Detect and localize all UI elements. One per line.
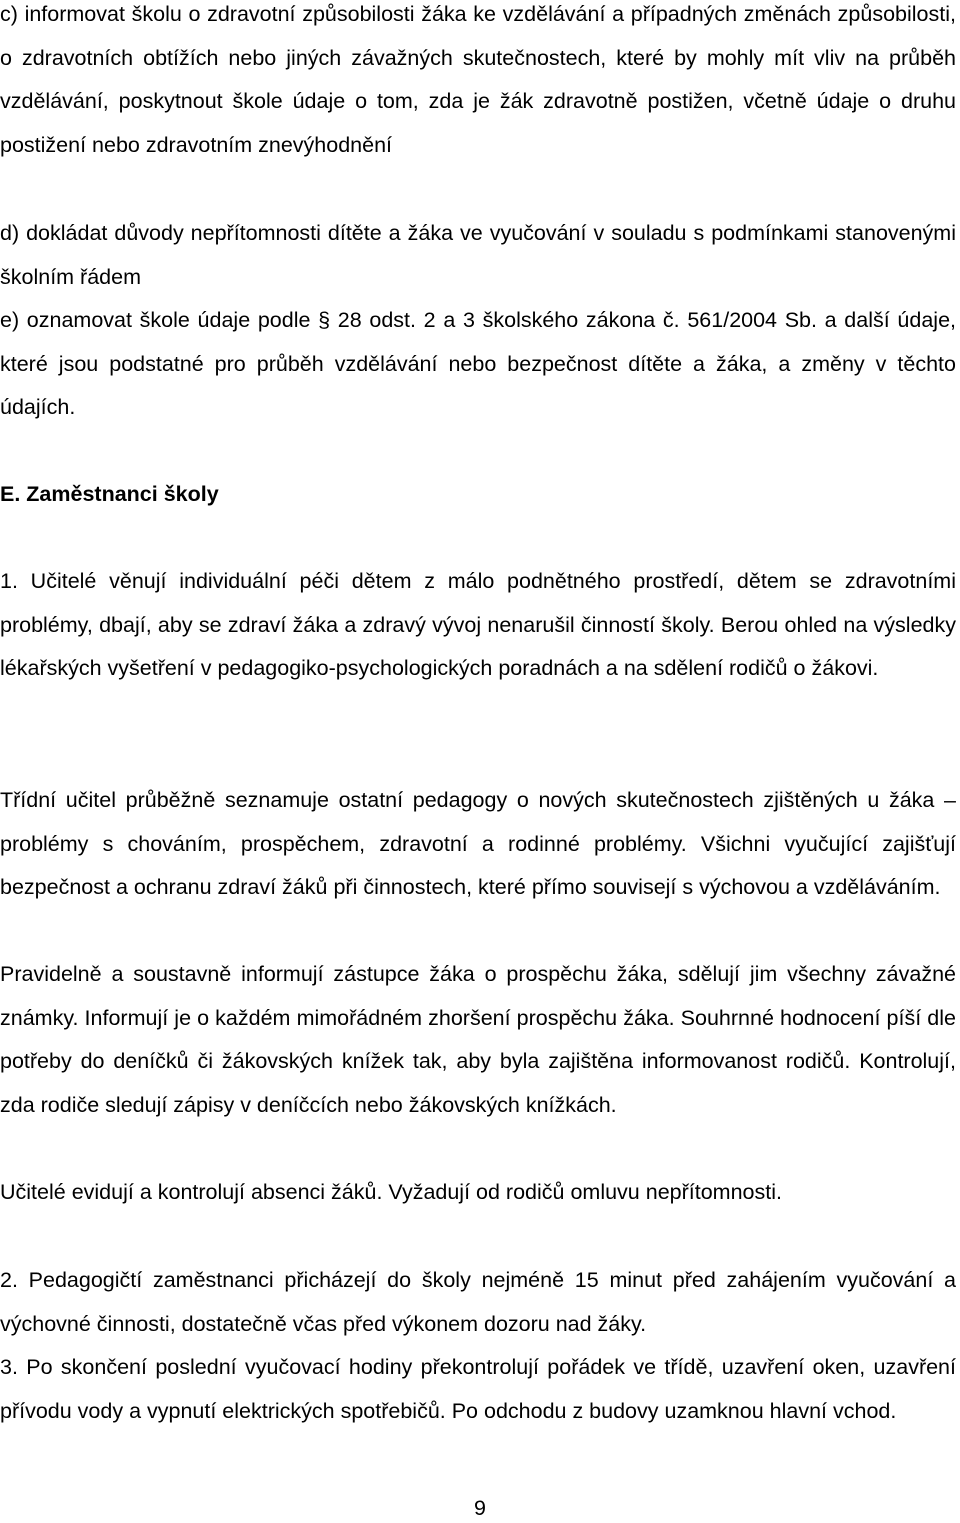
paragraph-d: d) dokládat důvody nepřítomnosti dítěte a žáka ve vyučování v souladu s podmínkami stanovenými školním řádem — [0, 221, 956, 289]
paragraph-absence: Učitelé evidují a kontrolují absenci žáků. Vyžadují od rodičů omluvu nepřítomnosti. — [0, 1180, 782, 1204]
paragraph-class-teacher: Třídní učitel průběžně seznamuje ostatní pedagogy o nových skutečnostech zjištěných u žáka – problémy s chováním, prospěchem, zdravotní a rodinné problémy. Všichni vyučující zajišťují bezpečnost a ochranu zdraví žáků při činnostech, které přímo souvisejí s výchovou a vzděláváním. — [0, 788, 956, 900]
paragraph-2: 2. Pedagogičtí zaměstnanci přicházejí do školy nejméně 15 minut před zahájením vyučování a výchovné činnosti, dostatečně včas před výkonem dozoru nad žáky. — [0, 1268, 956, 1336]
paragraph-3: 3. Po skončení poslední vyučovací hodiny překontrolují pořádek ve třídě, uzavření oken, uzavření přívodu vody a vypnutí elektrických spotřebičů. Po odchodu z budovy uzamknou hlavní vchod. — [0, 1355, 956, 1423]
paragraph-regular-info: Pravidelně a soustavně informují zástupce žáka o prospěchu žáka, sdělují jim všechny závažné známky. Informují je o každém mimořádném zhoršení prospěchu žáka. Souhrnné hodnocení píší dle potřeby do deníčků či žákovských knížek tak, aby byla zajištěna informovanost rodičů. Kontrolují, zda rodiče sledují zápisy v deníčcích nebo žákovských knížkách. — [0, 962, 956, 1117]
page-number: 9 — [474, 1496, 486, 1520]
paragraph-e: e) oznamovat škole údaje podle § 28 odst. 2 a 3 školského zákona č. 561/2004 Sb. a další údaje, které jsou podstatné pro průběh vzdělávání nebo bezpečnost dítěte a žáka, a změny v těchto údajích. — [0, 308, 956, 420]
paragraph-1: 1. Učitelé věnují individuální péči dětem z málo podnětného prostředí, dětem se zdravotními problémy, dbají, aby se zdraví žáka a zdravý vývoj nenarušil činností školy. Berou ohled na výsledky lékařských vyšetření v pedagogiko-psychologických poradnách a na sdělení rodičů o žákovi. — [0, 569, 956, 681]
paragraph-c: c) informovat školu o zdravotní způsobilosti žáka ke vzdělávání a případných změnách způsobilosti, o zdravotních obtížích nebo jiných závažných skutečnostech, které by mohly mít vliv na průběh vzdělávání, poskytnout škole údaje o tom, zda je žák zdravotně postižen, včetně údaje o druhu postižení nebo zdravotním znevýhodnění — [0, 2, 956, 157]
section-heading: E. Zaměstnanci školy — [0, 482, 219, 506]
